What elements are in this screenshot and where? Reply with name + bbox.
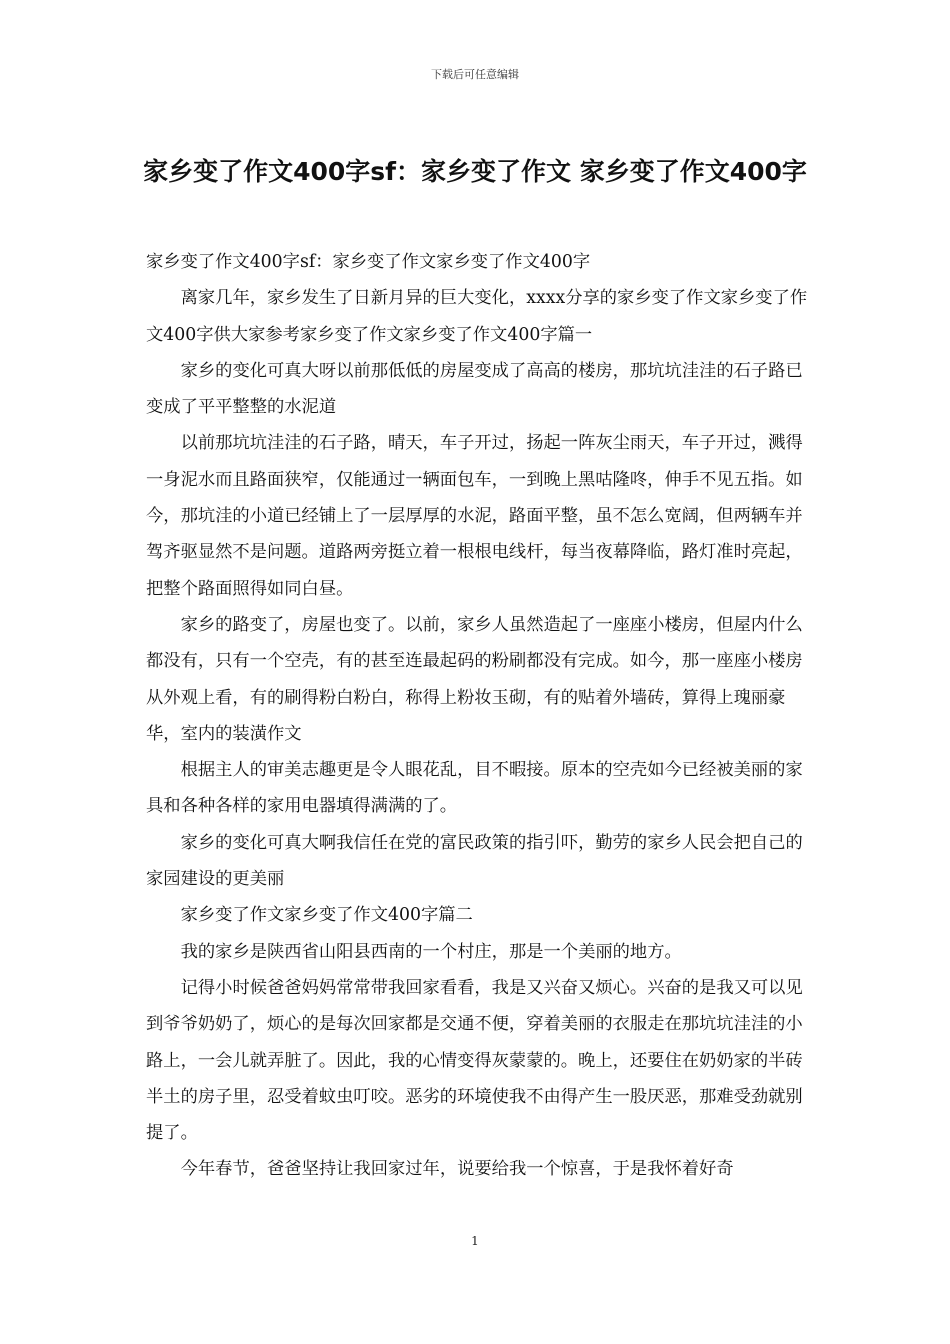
- paragraph: 家乡的路变了，房屋也变了。以前，家乡人虽然造起了一座座小楼房，但屋内什么都没有，只有一个空壳，有的甚至连最起码的粉刷都没有完成。如今，那一座座小楼房从外观上看，有的刷得粉白粉白，称得上粉妆玉砌，有的贴着外墙砖，算得上瑰丽豪华，室内的装潢作文: [146, 614, 803, 744]
- paragraph: 家乡的变化可真大啊我信任在党的富民政策的指引吓，勤劳的家乡人民会把自己的家园建设的更美丽: [146, 832, 803, 890]
- document-title: 家乡变了作文400字sf：家乡变了作文 家乡变了作文400字: [143, 157, 807, 186]
- paragraph: 记得小时候爸爸妈妈常常带我回家看看，我是又兴奋又烦心。兴奋的是我又可以见到爷爷奶奶了，烦心的是每次回家都是交通不便，穿着美丽的衣服走在那坑坑洼洼的小路上，一会儿就弄脏了。因此，我的心情变得灰蒙蒙的。晚上，还要住在奶奶家的半砖半土的房子里，忍受着蚊虫叮咬。恶劣的环境使我不由得产生一股厌恶，那难受劲就别提了。: [146, 977, 803, 1144]
- paragraph: 家乡变了作文400字sf：家乡变了作文家乡变了作文400字: [146, 252, 591, 272]
- paragraph: 以前那坑坑洼洼的石子路，晴天，车子开过，扬起一阵灰尘雨天，车子开过，溅得一身泥水而且路面狭窄，仅能通过一辆面包车，一到晚上黑咕隆咚，伸手不见五指。如今，那坑洼的小道已经铺上了一层厚厚的水泥，路面平整，虽不怎么宽阔，但两辆车并驾齐驱显然不是问题。道路两旁挺立着一根根电线杆，每当夜幕降临，路灯准时亮起，把整个路面照得如同白昼。: [146, 433, 803, 599]
- document-body: [146, 244, 810, 1188]
- page-header: 下载后可任意编辑: [431, 68, 519, 81]
- paragraph: 我的家乡是陕西省山阳县西南的一个村庄，那是一个美丽的地方。: [180, 941, 682, 962]
- paragraph: 今年春节，爸爸坚持让我回家过年，说要给我一个惊喜，于是我怀着好奇: [180, 1159, 734, 1180]
- section-heading: 家乡变了作文家乡变了作文400字篇二: [180, 905, 473, 926]
- paragraph: 家乡的变化可真大呀以前那低低的房屋变成了高高的楼房，那坑坑洼洼的石子路已变成了平平整整的水泥道: [146, 360, 803, 418]
- page-number: 1: [471, 1234, 479, 1248]
- paragraph: 根据主人的审美志趣更是令人眼花乱，目不暇接。原本的空壳如今已经被美丽的家具和各种各样的家用电器填得满满的了。: [146, 760, 803, 817]
- paragraph: 离家几年，家乡发生了日新月异的巨大变化，xxxx分享的家乡变了作文家乡变了作文400字供大家参考家乡变了作文家乡变了作文400字篇一: [146, 288, 808, 345]
